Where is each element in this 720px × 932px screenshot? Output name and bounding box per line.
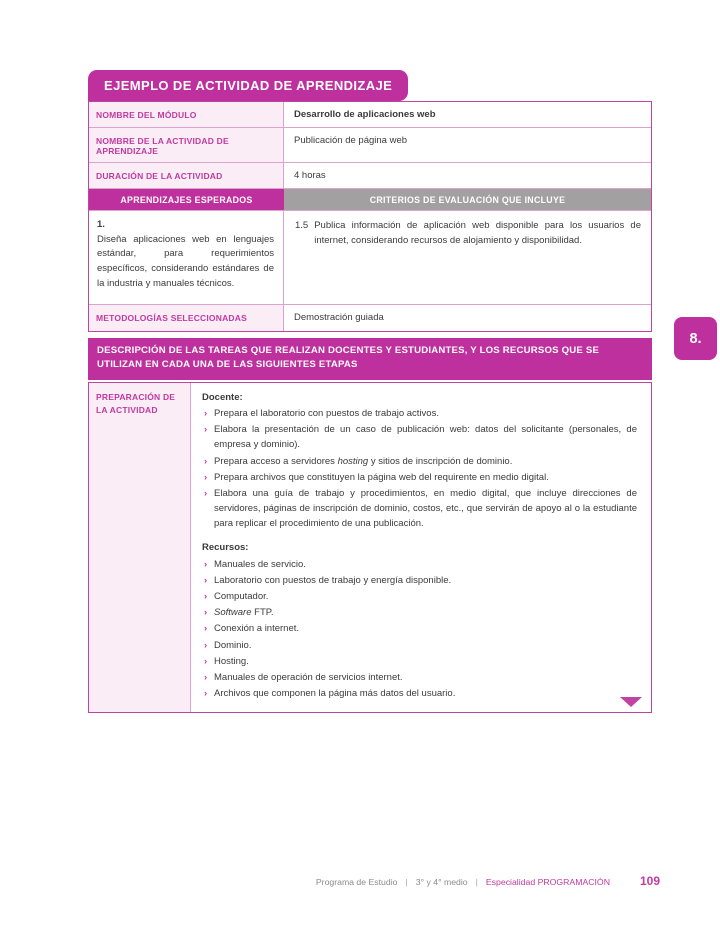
bullet-icon: › <box>204 574 208 586</box>
footer-specialty: Especialidad PROGRAMACIÓN <box>485 877 610 887</box>
bullet-icon: › <box>204 471 208 483</box>
activity-table-main <box>88 101 652 332</box>
stage-content <box>191 383 651 713</box>
bullet-icon: › <box>204 655 208 667</box>
list-item <box>202 454 637 469</box>
evaluation-criterion-cell <box>284 211 651 304</box>
list-item <box>202 557 637 572</box>
column-headers-row <box>89 189 651 211</box>
table-row <box>89 163 651 189</box>
list-item <box>202 670 637 685</box>
resources-list <box>202 557 637 702</box>
teacher-heading: Docente: <box>202 391 243 403</box>
expected-learnings-header: APRENDIZAJES ESPERADOS <box>89 189 284 210</box>
list-item <box>202 406 637 421</box>
list-item <box>202 589 637 604</box>
list-item <box>202 654 637 669</box>
activity-preparation-section <box>88 382 652 714</box>
evaluation-criteria-header: CRITERIOS DE EVALUACIÓN QUE INCLUYE <box>284 189 651 210</box>
list-item <box>202 573 637 588</box>
footer-program: Programa de Estudio <box>315 877 398 887</box>
duration-label: DURACIÓN DE LA ACTIVIDAD <box>89 163 284 188</box>
list-item-text: Software FTP. <box>214 607 274 619</box>
bullet-icon: › <box>204 591 208 603</box>
module-name-label: NOMBRE DEL MÓDULO <box>89 102 284 127</box>
list-item-text: Manuales de servicio. <box>214 558 306 570</box>
methodologies-value: Demostración guiada <box>294 312 384 323</box>
bullet-icon: › <box>204 558 208 570</box>
table-row <box>89 102 651 128</box>
table-row <box>89 128 651 163</box>
activity-name-value: Publicación de página web <box>294 135 408 146</box>
list-item-text: Computador. <box>214 591 269 603</box>
learning-number: 1. <box>97 219 105 230</box>
bullet-icon: › <box>204 424 208 436</box>
activity-example-title-banner <box>88 70 408 101</box>
methodologies-label: METODOLOGÍAS SELECCIONADAS <box>89 305 284 331</box>
bullet-icon: › <box>204 671 208 683</box>
activity-name-label: NOMBRE DE LA ACTIVIDAD DE APRENDIZAJE <box>89 128 284 162</box>
activity-table <box>88 101 652 713</box>
bullet-icon: › <box>204 487 208 499</box>
bullet-icon: › <box>204 607 208 619</box>
table-row <box>89 305 651 331</box>
criterion-text: Publica información de aplicación web disponible para los usuarios de internet, considerando recursos de alojamiento y disponibilidad. <box>314 220 641 246</box>
module-name-value: Desarrollo de aplicaciones web <box>294 109 436 120</box>
footer-separator: | <box>475 877 478 887</box>
duration-value: 4 horas <box>294 170 326 181</box>
list-item <box>202 422 637 452</box>
chapter-tab-8 <box>674 317 717 360</box>
expected-learning-cell <box>89 211 284 304</box>
tasks-description-banner: DESCRIPCIÓN DE LAS TAREAS QUE REALIZAN DOCENTES Y ESTUDIANTES, Y LOS RECURSOS QUE SE UTILIZAN EN CADA UNA DE LAS SIGUIENTES ETAPAS <box>88 338 652 380</box>
footer-separator: | <box>405 877 408 887</box>
list-item-text: Elabora la presentación de un caso de publicación web: datos del solicitante (personales, de empresa y dominio). <box>214 424 637 451</box>
list-item-text: Prepara el laboratorio con puestos de trabajo activos. <box>214 407 439 419</box>
list-item <box>202 605 637 620</box>
list-item-text: Hosting. <box>214 655 249 667</box>
list-item-text: Laboratorio con puestos de trabajo y energía disponible. <box>214 574 452 586</box>
page-number: 109 <box>639 874 660 888</box>
criterion-number: 1.5 <box>295 220 309 231</box>
list-item-text: Dominio. <box>214 639 252 651</box>
list-item <box>202 470 637 485</box>
list-item <box>202 486 637 532</box>
bullet-icon: › <box>204 639 208 651</box>
page-footer <box>316 874 660 888</box>
activity-example-title: EJEMPLO DE ACTIVIDAD DE APRENDIZAJE <box>104 78 393 93</box>
list-item <box>202 686 637 701</box>
bullet-icon: › <box>204 407 208 419</box>
triangle-down-icon <box>620 697 642 707</box>
footer-grades: 3° y 4° medio <box>415 877 468 887</box>
bullet-icon: › <box>204 623 208 635</box>
chapter-number: 8. <box>689 330 702 347</box>
list-item-text: Prepara archivos que constituyen la página web del requirente en medio digital. <box>214 471 549 483</box>
teacher-tasks-list <box>202 406 637 532</box>
bullet-icon: › <box>204 455 208 467</box>
learning-criteria-row <box>89 211 651 305</box>
learning-text: Diseña aplicaciones web en lenguajes estándar, para requerimientos específicos, considerando estándares de la industria y manuales técnicos. <box>97 233 274 289</box>
list-item <box>202 621 637 636</box>
list-item <box>202 638 637 653</box>
resources-heading: Recursos: <box>202 542 249 554</box>
stage-label: PREPARACIÓN DE LA ACTIVIDAD <box>89 383 191 713</box>
list-item-text: Manuales de operación de servicios internet. <box>214 671 403 683</box>
list-item-text: Archivos que componen la página más datos del usuario. <box>214 688 456 700</box>
bullet-icon: › <box>204 688 208 700</box>
list-item-text: Prepara acceso a servidores hosting y sitios de inscripción de dominio. <box>214 455 513 467</box>
list-item-text: Elabora una guía de trabajo y procedimientos, en medio digital, que incluye direcciones de servidores, páginas de inscripción de dominio, costos, etc., que servirán de apoyo al o la estudiante para replicar el procedimiento de una publicación. <box>214 487 637 530</box>
list-item-text: Conexión a internet. <box>214 623 300 635</box>
